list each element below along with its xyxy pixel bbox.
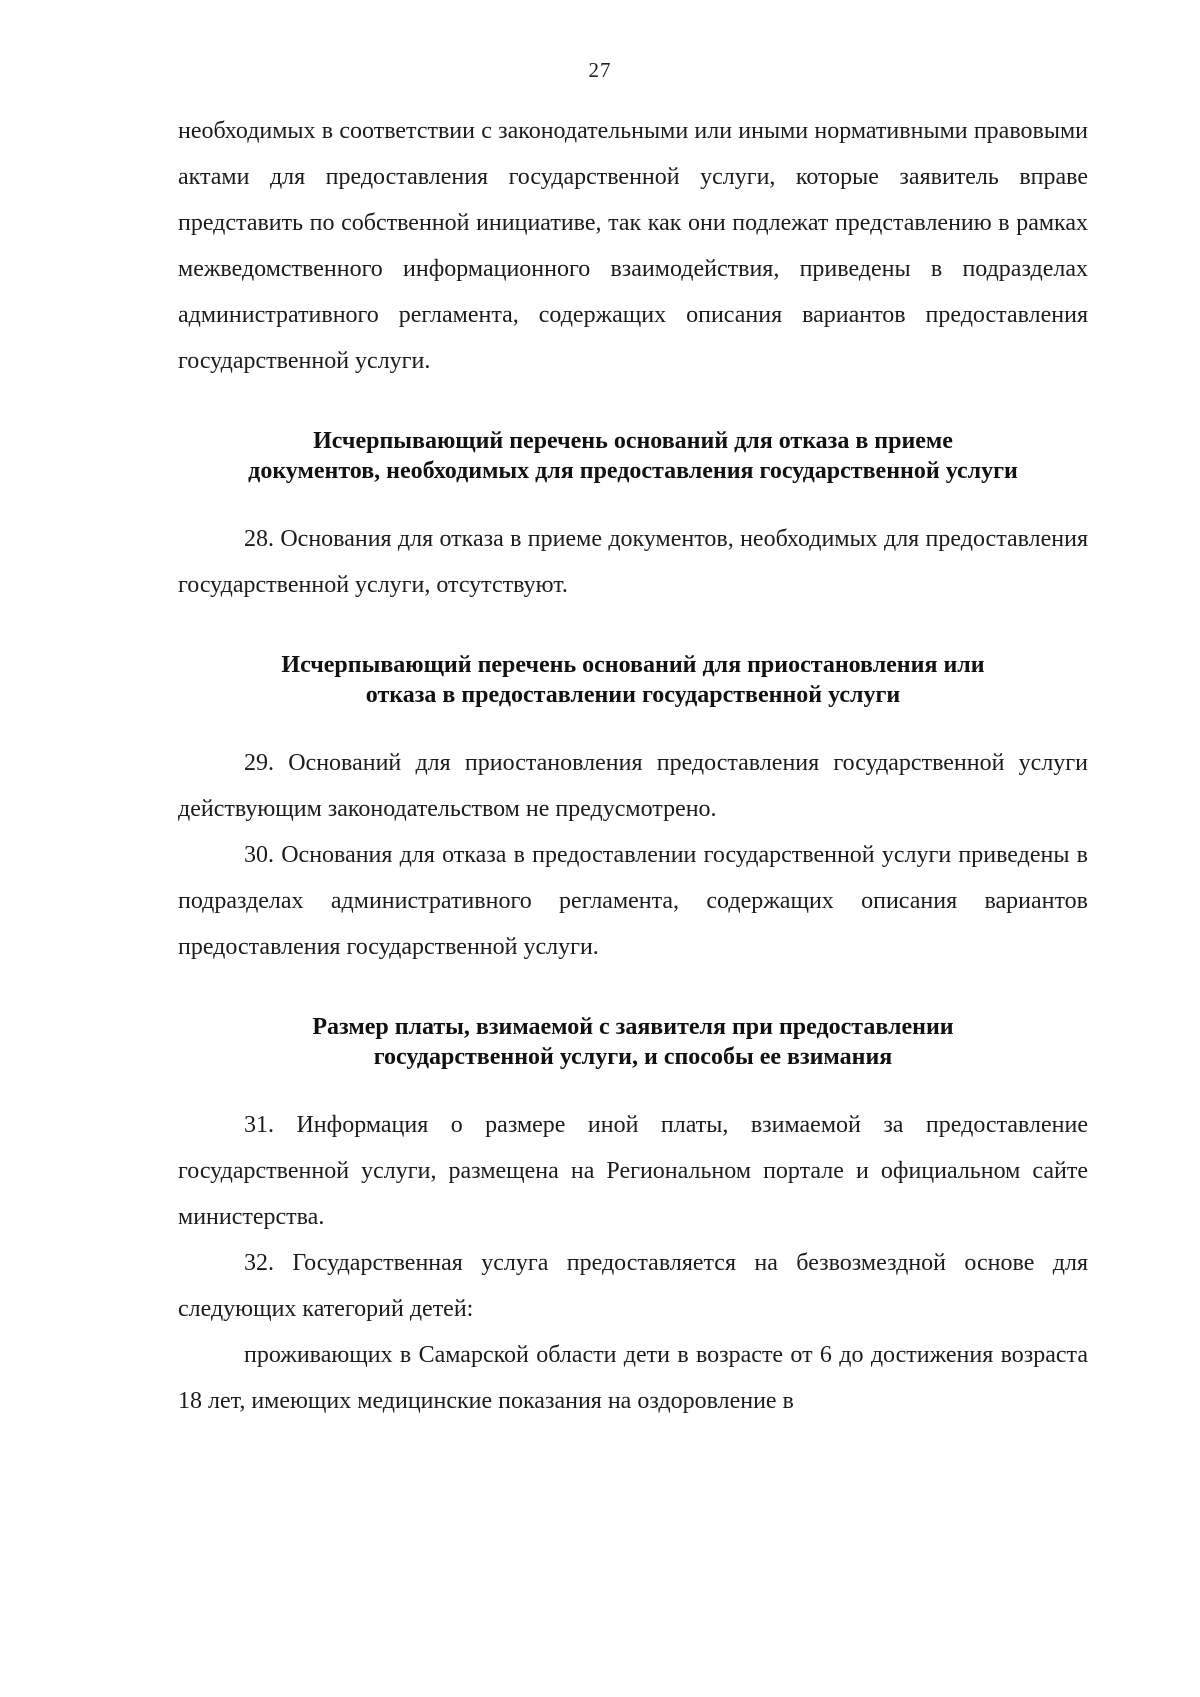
- section-heading-suspension-refusal: [178, 650, 1088, 710]
- section-heading-refusal-acceptance: [178, 426, 1088, 486]
- heading-line: Исчерпывающий перечень оснований для отказа в приеме: [313, 428, 953, 454]
- paragraph-continuation: необходимых в соответствии с законодательными или иными нормативными правовыми актами для предоставления государственной услуги, которые заявитель вправе представить по собственной инициативе, так как они подлежат представлению в рамках межведомственного информационного взаимодействия, приведены в подразделах административного регламента, содержащих описания вариантов предоставления государственной услуги.: [178, 118, 1088, 374]
- paragraph-31: 31. Информация о размере иной платы, взимаемой за предоставление государственной услуги, размещена на Региональном портале и официальном сайте министерства.: [178, 1112, 1088, 1230]
- paragraph-28: 28. Основания для отказа в приеме документов, необходимых для предоставления государственной услуги, отсутствуют.: [178, 526, 1088, 598]
- page-number: 27: [588, 58, 612, 82]
- document-body: [178, 108, 1088, 1424]
- heading-line: документов, необходимых для предоставления государственной услуги: [248, 458, 1018, 484]
- heading-line: отказа в предоставлении государственной услуги: [365, 682, 901, 708]
- heading-line: Размер платы, взимаемой с заявителя при предоставлении: [312, 1014, 954, 1040]
- heading-line: государственной услуги, и способы ее взимания: [373, 1044, 893, 1070]
- heading-line: Исчерпывающий перечень оснований для приостановления или: [281, 652, 985, 678]
- paragraph-29: 29. Оснований для приостановления предоставления государственной услуги действующим законодательством не предусмотрено.: [178, 750, 1088, 822]
- section-heading-fee: [178, 1012, 1088, 1072]
- paragraph-32-category: проживающих в Самарской области дети в возрасте от 6 до достижения возраста 18 лет, имеющих медицинские показания на оздоровление в: [178, 1342, 1088, 1414]
- paragraph-32: 32. Государственная услуга предоставляется на безвозмездной основе для следующих категорий детей:: [178, 1250, 1088, 1322]
- paragraph-30: 30. Основания для отказа в предоставлении государственной услуги приведены в подразделах административного регламента, содержащих описания вариантов предоставления государственной услуги.: [178, 842, 1088, 960]
